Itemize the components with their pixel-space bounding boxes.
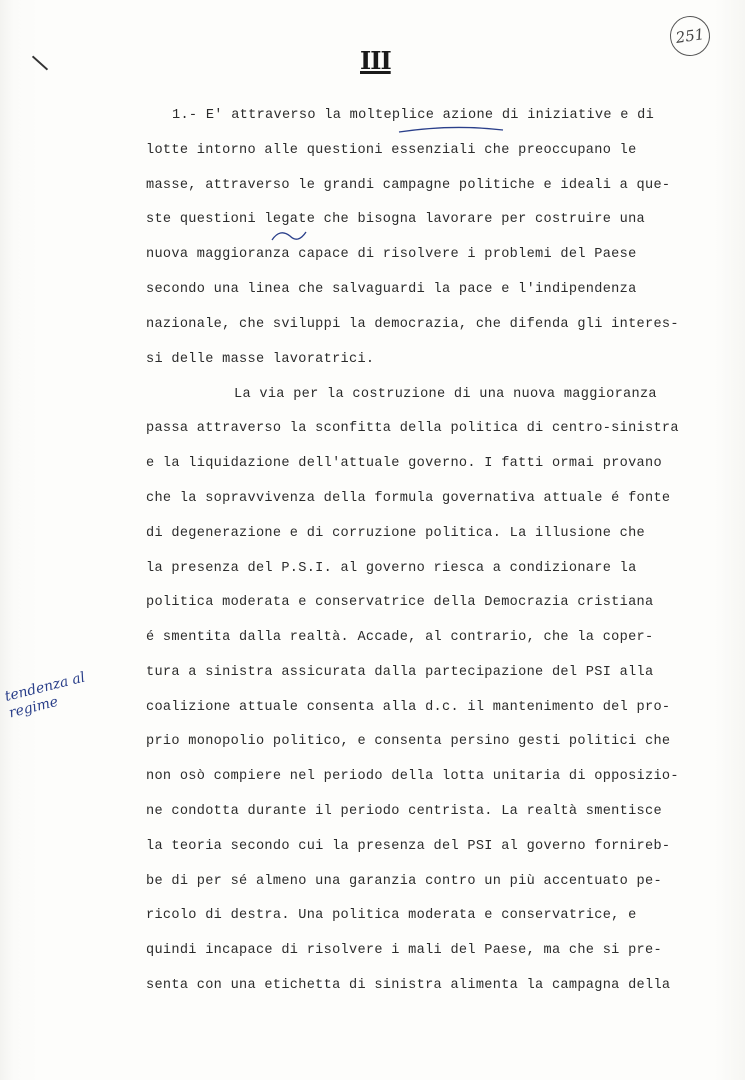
- pen-underline-arc: [397, 124, 507, 136]
- text-line: 1.- E' attraverso la molteplice azione di iniziative e di: [172, 108, 655, 123]
- text-line: secondo una linea che salvaguardi la pace e l'indipendenza: [146, 282, 637, 297]
- text-line: masse, attraverso le grandi campagne politiche e ideali a que-: [146, 178, 671, 193]
- page-number: 251: [667, 13, 712, 58]
- text-line: quindi incapace di risolvere i mali del Paese, ma che si pre-: [146, 943, 662, 958]
- text-line: nuova maggioranza capace di risolvere i problemi del Paese: [146, 247, 637, 262]
- text-line: é smentita dalla realtà. Accade, al contrario, che la coper-: [146, 630, 654, 645]
- text-line: prio monopolio politico, e consenta persino gesti politici che: [146, 734, 671, 749]
- text-line: ricolo di destra. Una politica moderata e conservatrice, e: [146, 908, 637, 923]
- text-line: e la liquidazione dell'attuale governo. I fatti ormai provano: [146, 456, 662, 471]
- scan-mark: [32, 56, 48, 71]
- text-line: tura a sinistra assicurata dalla partecipazione del PSI alla: [146, 665, 654, 680]
- text-line: La via per la costruzione di una nuova maggioranza: [234, 387, 657, 402]
- text-line: la presenza del P.S.I. al governo riesca a condizionare la: [146, 561, 637, 576]
- text-line: nazionale, che sviluppi la democrazia, che difenda gli interes-: [146, 317, 679, 332]
- text-line: ne condotta durante il periodo centrista. La realtà smentisce: [146, 804, 662, 819]
- text-line: politica moderata e conservatrice della Democrazia cristiana: [146, 595, 654, 610]
- text-line: che la sopravvivenza della formula governativa attuale é fonte: [146, 491, 671, 506]
- text-line: la teoria secondo cui la presenza del PSI al governo fornireb-: [146, 839, 671, 854]
- text-line: ste questioni legate che bisogna lavorare per costruire una: [146, 212, 645, 227]
- text-line: si delle masse lavoratrici.: [146, 352, 375, 367]
- text-line: di degenerazione e di corruzione politica. La illusione che: [146, 526, 645, 541]
- text-line: senta con una etichetta di sinistra alimenta la campagna della: [146, 978, 671, 993]
- chapter-numeral: III: [360, 46, 391, 75]
- text-line: non osò compiere nel periodo della lotta unitaria di opposizio-: [146, 769, 679, 784]
- handwritten-margin-note: tendenza al regime: [3, 669, 87, 722]
- text-line: passa attraverso la sconfitta della politica di centro-sinistra: [146, 421, 679, 436]
- text-line: coalizione attuale consenta alla d.c. il mantenimento del pro-: [146, 700, 671, 715]
- text-line: lotte intorno alle questioni essenziali che preoccupano le: [146, 143, 637, 158]
- text-line: be di per sé almeno una garanzia contro un più accentuato pe-: [146, 874, 662, 889]
